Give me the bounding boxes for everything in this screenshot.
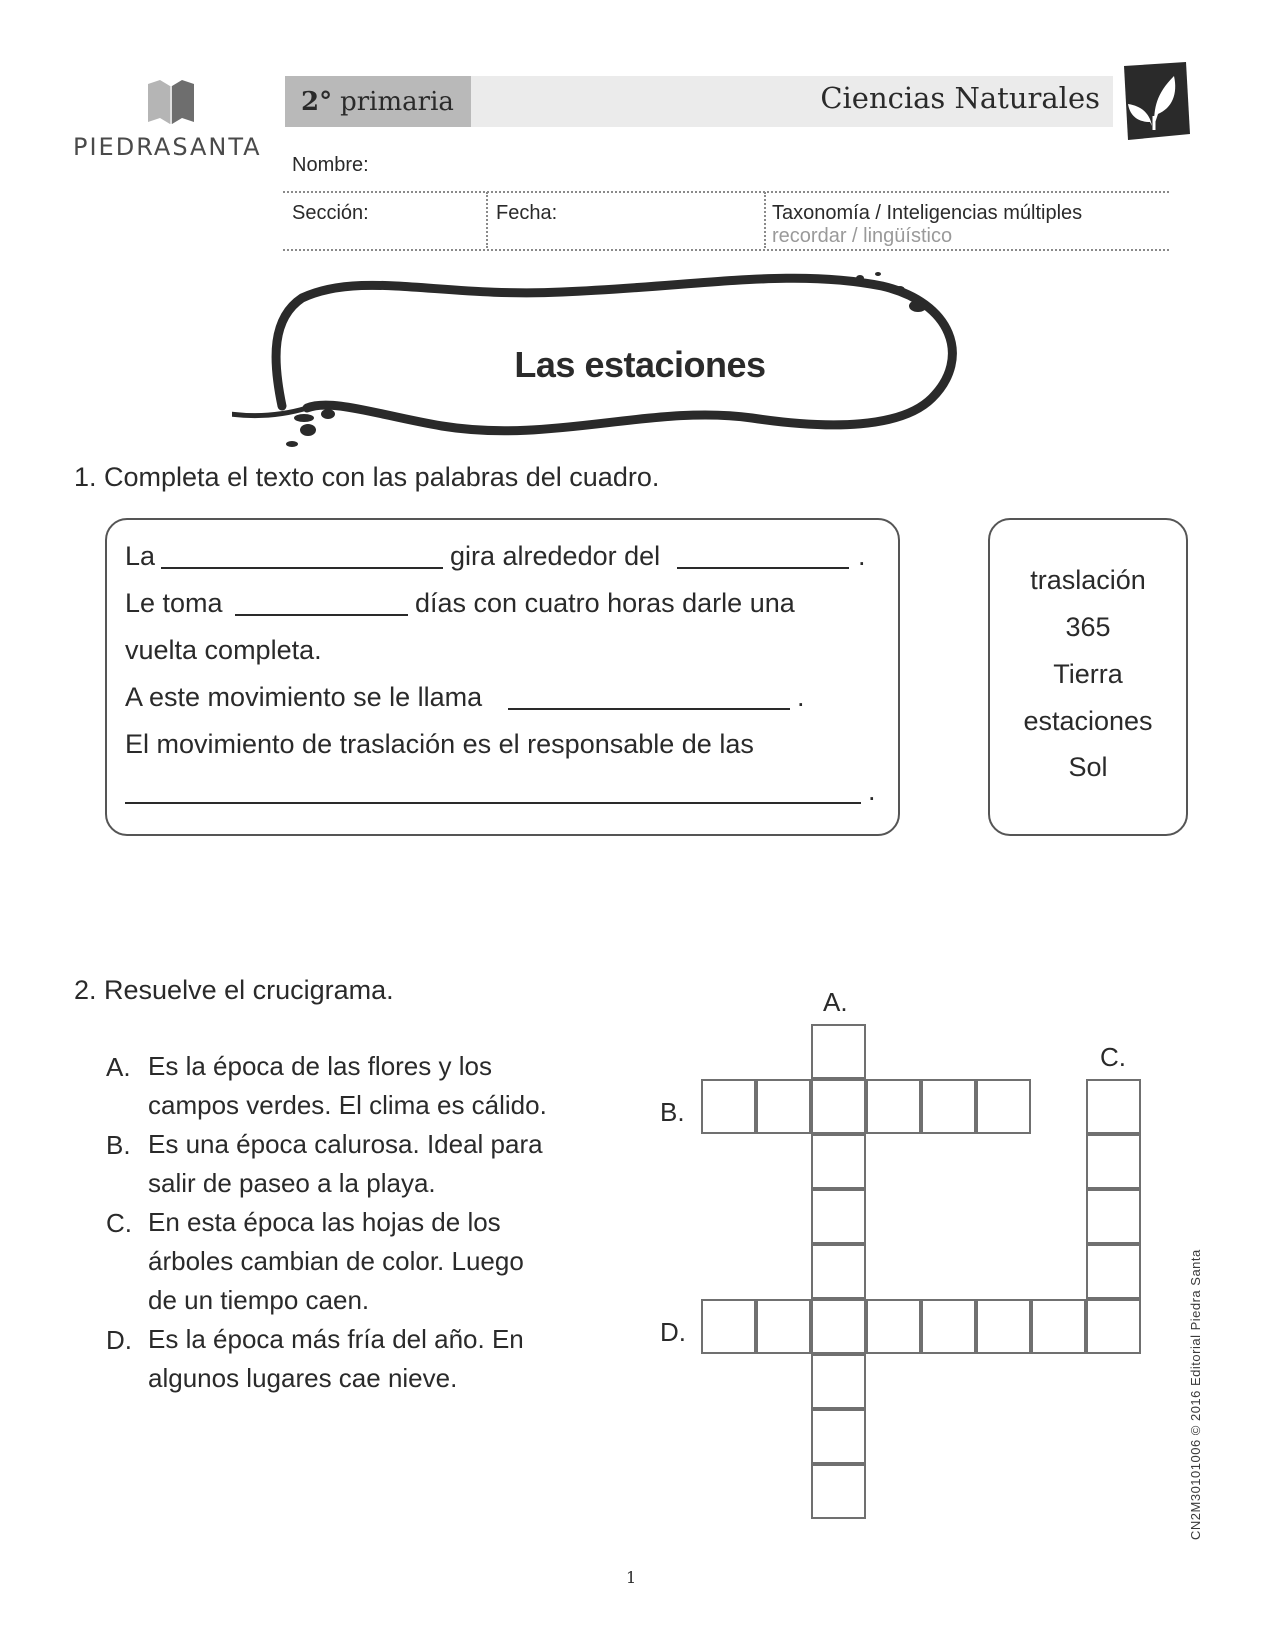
divider	[486, 192, 488, 248]
crossword-cell[interactable]	[811, 1409, 866, 1464]
date-label: Fecha:	[496, 202, 558, 224]
clue-line: Es una época calurosa. Ideal para	[148, 1129, 543, 1159]
crossword-cell[interactable]	[1086, 1079, 1141, 1134]
crossword-cell[interactable]	[866, 1079, 921, 1134]
section-label: Sección:	[292, 202, 369, 224]
sentence-text: Le toma	[125, 588, 223, 618]
crossword-cell[interactable]	[811, 1024, 866, 1079]
period: .	[868, 776, 876, 806]
crossword-label-a: A.	[823, 987, 848, 1017]
period: .	[858, 541, 866, 571]
crossword-cell[interactable]	[1086, 1189, 1141, 1244]
grade-number: 2°	[301, 86, 333, 117]
word-bank-item: estaciones	[1023, 706, 1153, 736]
clue-line: salir de paseo a la playa.	[148, 1168, 436, 1198]
crossword-cell[interactable]	[1086, 1299, 1141, 1354]
clue-letter: D.	[106, 1325, 132, 1355]
crossword-cell[interactable]	[1031, 1299, 1086, 1354]
answer-blank[interactable]	[161, 567, 443, 569]
clue-letter: B.	[106, 1130, 131, 1160]
clue-letter: C.	[106, 1208, 132, 1238]
word-bank-item: 365	[1065, 612, 1111, 642]
question-1-prompt: 1. Completa el texto con las palabras del cuadro.	[74, 462, 660, 492]
answer-blank[interactable]	[508, 708, 790, 710]
crossword-label-c: C.	[1100, 1042, 1126, 1072]
answer-blank[interactable]	[125, 802, 861, 804]
crossword-cell[interactable]	[1086, 1244, 1141, 1299]
answer-blank[interactable]	[235, 614, 408, 616]
crossword-cell[interactable]	[756, 1299, 811, 1354]
clue-letter: A.	[106, 1052, 131, 1082]
divider	[764, 192, 766, 248]
clue-line: En esta época las hojas de los	[148, 1207, 501, 1237]
crossword-cell[interactable]	[1086, 1134, 1141, 1189]
crossword-cell[interactable]	[976, 1079, 1031, 1134]
sentence-text: El movimiento de traslación es el responsable de las	[125, 729, 754, 759]
divider	[283, 191, 1169, 193]
crossword-cell[interactable]	[756, 1079, 811, 1134]
publisher-name: PIEDRASANTA	[73, 133, 262, 161]
leaf-icon	[1114, 60, 1192, 142]
crossword-cell[interactable]	[976, 1299, 1031, 1354]
crossword-cell[interactable]	[811, 1189, 866, 1244]
crossword-cell[interactable]	[866, 1299, 921, 1354]
crossword-cell[interactable]	[811, 1134, 866, 1189]
answer-blank[interactable]	[677, 567, 849, 569]
sentence-text: vuelta completa.	[125, 635, 322, 665]
grade-badge	[285, 76, 471, 127]
crossword-cell[interactable]	[701, 1299, 756, 1354]
clue-line: algunos lugares cae nieve.	[148, 1363, 458, 1393]
clue-line: árboles cambian de color. Luego	[148, 1246, 524, 1276]
sentence-text: gira alrededor del	[450, 541, 661, 571]
crossword-label-d: D.	[660, 1317, 686, 1347]
question-2-prompt: 2. Resuelve el crucigrama.	[74, 975, 394, 1005]
subject-title: Ciencias Naturales	[820, 81, 1100, 115]
word-bank-item: Tierra	[1053, 659, 1123, 689]
copyright-code: CN2M30101006 © 2016 Editorial Piedra Santa	[1188, 1249, 1203, 1540]
divider	[283, 249, 1169, 251]
crossword-cell[interactable]	[921, 1079, 976, 1134]
taxonomy-sub: recordar / lingüístico	[772, 225, 953, 247]
crossword-cell[interactable]	[811, 1079, 866, 1134]
word-bank-item: traslación	[1030, 565, 1146, 595]
crossword-cell[interactable]	[811, 1244, 866, 1299]
sentence-text: A este movimiento se le llama	[125, 682, 483, 712]
name-label: Nombre:	[292, 154, 369, 176]
crossword-cell[interactable]	[811, 1354, 866, 1409]
period: .	[797, 682, 805, 712]
taxonomy-label: Taxonomía / Inteligencias múltiples	[772, 202, 1083, 224]
crossword-cell[interactable]	[921, 1299, 976, 1354]
crossword-label-b: B.	[660, 1097, 685, 1127]
crossword-cell[interactable]	[811, 1299, 866, 1354]
sentence-text: días con cuatro horas darle una	[415, 588, 795, 618]
word-bank-item: Sol	[1068, 752, 1108, 782]
publisher-logo-icon	[146, 78, 196, 126]
clue-line: de un tiempo caen.	[148, 1285, 370, 1315]
page-title: Las estaciones	[514, 344, 766, 385]
page-number: 1	[626, 1568, 637, 1587]
clue-line: Es la época más fría del año. En	[148, 1324, 524, 1354]
clue-line: campos verdes. El clima es cálido.	[148, 1090, 547, 1120]
crossword-cell[interactable]	[811, 1464, 866, 1519]
clue-line: Es la época de las flores y los	[148, 1051, 492, 1081]
sentence-text: La	[125, 541, 156, 571]
grade-word: primaria	[340, 86, 454, 117]
crossword-cell[interactable]	[701, 1079, 756, 1134]
